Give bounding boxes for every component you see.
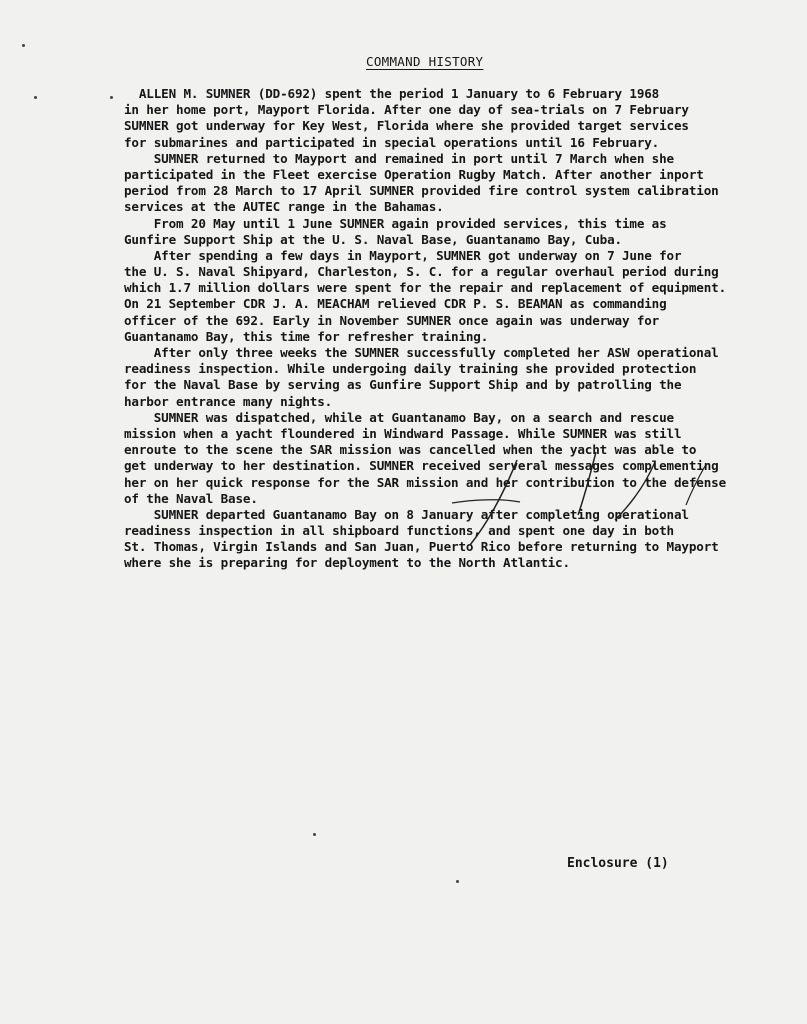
enclosure-label: Enclosure (1) (567, 856, 669, 871)
text-line: Guantanamo Bay, this time for refresher training. (124, 328, 489, 344)
text-line: After only three weeks the SUMNER successfully completed her ASW operational (124, 345, 719, 360)
text-line: services at the AUTEC range in the Bahamas. (124, 199, 444, 215)
text-line: After spending a few days in Mayport, SUMNER got underway on 7 June for (124, 247, 682, 263)
text-line: which 1.7 million dollars were spent for the repair and replacement of equipment. (124, 280, 726, 296)
text-line: for the Naval Base by serving as Gunfire Support Ship and by patrolling the (124, 377, 682, 393)
text-line: SUMNER returned to Mayport and remained in port until 7 March when she (124, 150, 674, 166)
text-line: officer of the 692. Early in November SUMNER once again was underway for (124, 312, 660, 328)
text-line: harbor entrance many nights. (124, 393, 333, 409)
scan-speck (456, 880, 459, 883)
text-line: mission when a yacht floundered in Windward Passage. While SUMNER was still (124, 425, 682, 441)
text-line: the U. S. Naval Shipyard, Charleston, S. C. for a regular overhaul period during (124, 264, 719, 280)
text-line: period from 28 March to 17 April SUMNER provided fire control system calibration (124, 183, 719, 199)
text-line: get underway to her destination. SUMNER received serveral messages complementing (124, 458, 719, 474)
text-line: St. Thomas, Virgin Islands and San Juan, Puerto Rico before returning to Mayport (124, 539, 719, 555)
scan-speck (22, 44, 25, 47)
text-line: Gunfire Support Ship at the U. S. Naval Base, Guantanamo Bay, Cuba. (124, 231, 622, 247)
text-line: On 21 September CDR J. A. MEACHAM relieved CDR P. S. BEAMAN as commanding (124, 296, 667, 312)
scan-speck (34, 96, 37, 99)
text-line: of the Naval Base. (124, 490, 258, 506)
text-line: SUMNER departed Guantanamo Bay on 8 January after completing operational (124, 506, 689, 522)
text-line: where she is preparing for deployment to the North Atlantic. (124, 555, 570, 571)
scan-speck (313, 833, 316, 836)
text-line: for submarines and participated in special operations until 16 February. (124, 134, 660, 150)
text-line: ALLEN M. SUMNER (DD-692) spent the period 1 January to 6 February 1968 (124, 86, 660, 101)
text-line: From 20 May until 1 June SUMNER again provided services, this time as (124, 215, 667, 231)
scan-speck (110, 96, 113, 99)
text-line: SUMNER got underway for Key West, Florida where she provided target services (124, 118, 689, 134)
text-line: SUMNER was dispatched, while at Guantanamo Bay, on a search and rescue (124, 409, 674, 425)
text-line: in her home port, Mayport Florida. After one day of sea-trials on 7 February (124, 102, 689, 118)
text-line: participated in the Fleet exercise Operation Rugby Match. After another inport (124, 166, 704, 182)
text-line: readiness inspection. While undergoing daily training she provided protection (124, 361, 697, 377)
page-title: COMMAND HISTORY (366, 54, 484, 69)
text-line: readiness inspection in all shipboard functions, and spent one day in both (124, 523, 674, 539)
text-line: enroute to the scene the SAR mission was cancelled when the yacht was able to (124, 442, 697, 458)
text-line: her on her quick response for the SAR mission and her contribution to the defense (124, 474, 726, 490)
